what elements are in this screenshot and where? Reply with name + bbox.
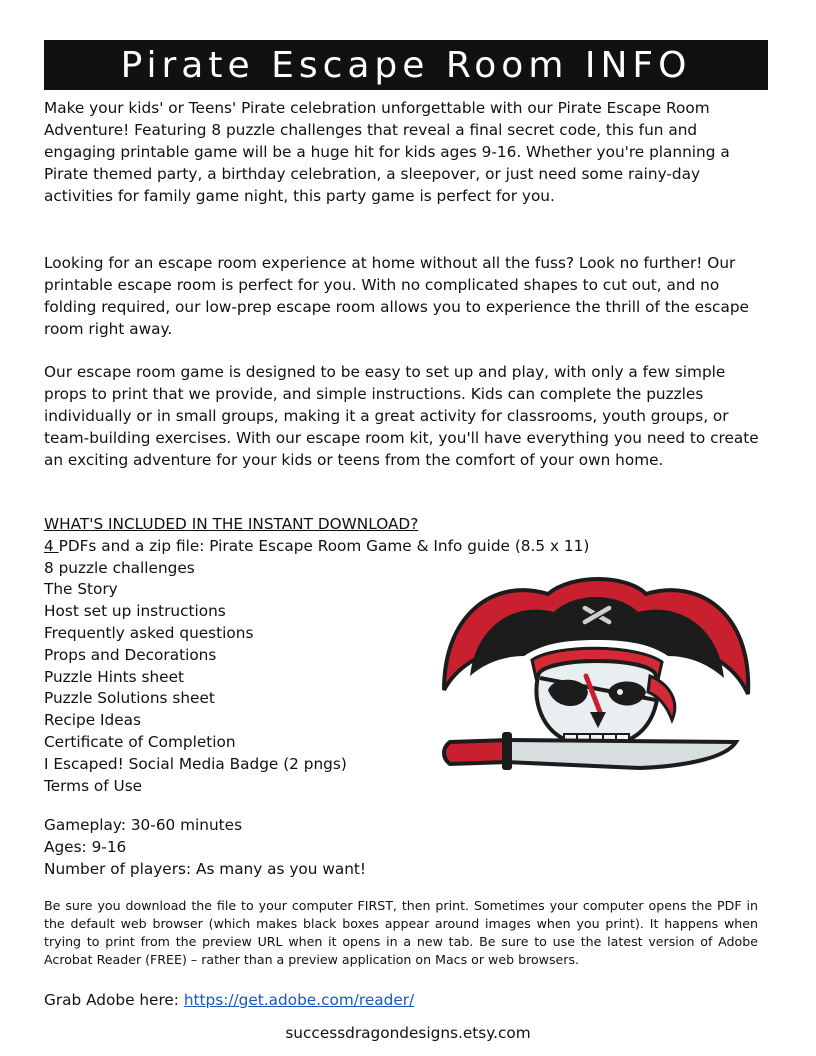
list-item: Puzzle Solutions sheet bbox=[44, 689, 215, 708]
pirate-skull-illustration bbox=[436, 572, 756, 808]
page-title: Pirate Escape Room INFO bbox=[120, 44, 692, 86]
game-meta bbox=[44, 815, 366, 880]
list-item: I Escaped! Social Media Badge (2 pngs) bbox=[44, 754, 347, 773]
print-instructions: Be sure you download the file to your computer FIRST, then print. Sometimes your computer opens the PDF in the default web browser (which makes black boxes appear around images when you print). It happens when trying to print from the preview URL when it opens in a new tab. Be sure to use the latest version of Adobe Acrobat Reader (FREE) – rather than a preview application on Macs or web browsers. bbox=[44, 898, 758, 967]
list-item: Certificate of Completion bbox=[44, 732, 236, 751]
age-range: Ages: 9-16 bbox=[44, 837, 127, 856]
title-banner bbox=[44, 40, 768, 90]
list-item: 8 puzzle challenges bbox=[44, 558, 195, 577]
knife-handle bbox=[444, 740, 508, 764]
game-design-paragraph: Our escape room game is designed to be easy to set up and play, with only a few simple props to print that we provide, and simple instructions. Kids can complete the puzzles individually or in small groups, making it a great activity for classrooms, youth groups, or team-building exercises. With our escape room kit, you'll have everything you need to create an exciting adventure for your kids or teens from the comfort of your own home. bbox=[44, 363, 759, 469]
list-item: Puzzle Hints sheet bbox=[44, 667, 184, 686]
included-first-line bbox=[44, 536, 664, 558]
included-heading: WHAT'S INCLUDED IN THE INSTANT DOWNLOAD? bbox=[44, 515, 419, 533]
list-item: The Story bbox=[44, 580, 118, 599]
list-item: Props and Decorations bbox=[44, 645, 217, 664]
gameplay-duration: Gameplay: 30-60 minutes bbox=[44, 816, 243, 834]
pdf-description: PDFs and a zip file: Pirate Escape Room Game & Info guide (8.5 x 11) bbox=[58, 536, 590, 555]
list-item: Host set up instructions bbox=[44, 602, 226, 621]
eye-glint bbox=[617, 689, 623, 695]
adobe-label: Grab Adobe here: bbox=[44, 991, 184, 1009]
list-item: Frequently asked questions bbox=[44, 623, 254, 642]
knife-blade bbox=[506, 740, 736, 768]
shop-url: successdragondesigns.etsy.com bbox=[285, 1024, 531, 1042]
escape-room-paragraph: Looking for an escape room experience at home without all the fuss? Look no further! Our printable escape room is perfect for you. With no complicated shapes to cut out, and no folding required, our low-prep escape room allows you to experience the thrill of the escape room right away. bbox=[44, 254, 749, 338]
intro-paragraph: Make your kids' or Teens' Pirate celebration unforgettable with our Pirate Escape Room Adventure! Featuring 8 puzzle challenges that reveal a final secret code, this fun and engaging printable game will be a huge hit for kids ages 9-16. Whether you're planning a Pirate themed party, a birthday celebration, a sleepover, or just need some rainy-day activities for family game night, this party game is perfect for you. bbox=[44, 99, 730, 205]
pdf-count: 4 bbox=[44, 536, 59, 555]
adobe-line bbox=[44, 989, 414, 1011]
adobe-link[interactable]: https://get.adobe.com/reader/ bbox=[183, 991, 415, 1009]
list-item: Terms of Use bbox=[44, 776, 143, 795]
list-item: Recipe Ideas bbox=[44, 711, 141, 730]
knife-guard bbox=[502, 732, 512, 770]
player-count: Number of players: As many as you want! bbox=[44, 859, 367, 878]
